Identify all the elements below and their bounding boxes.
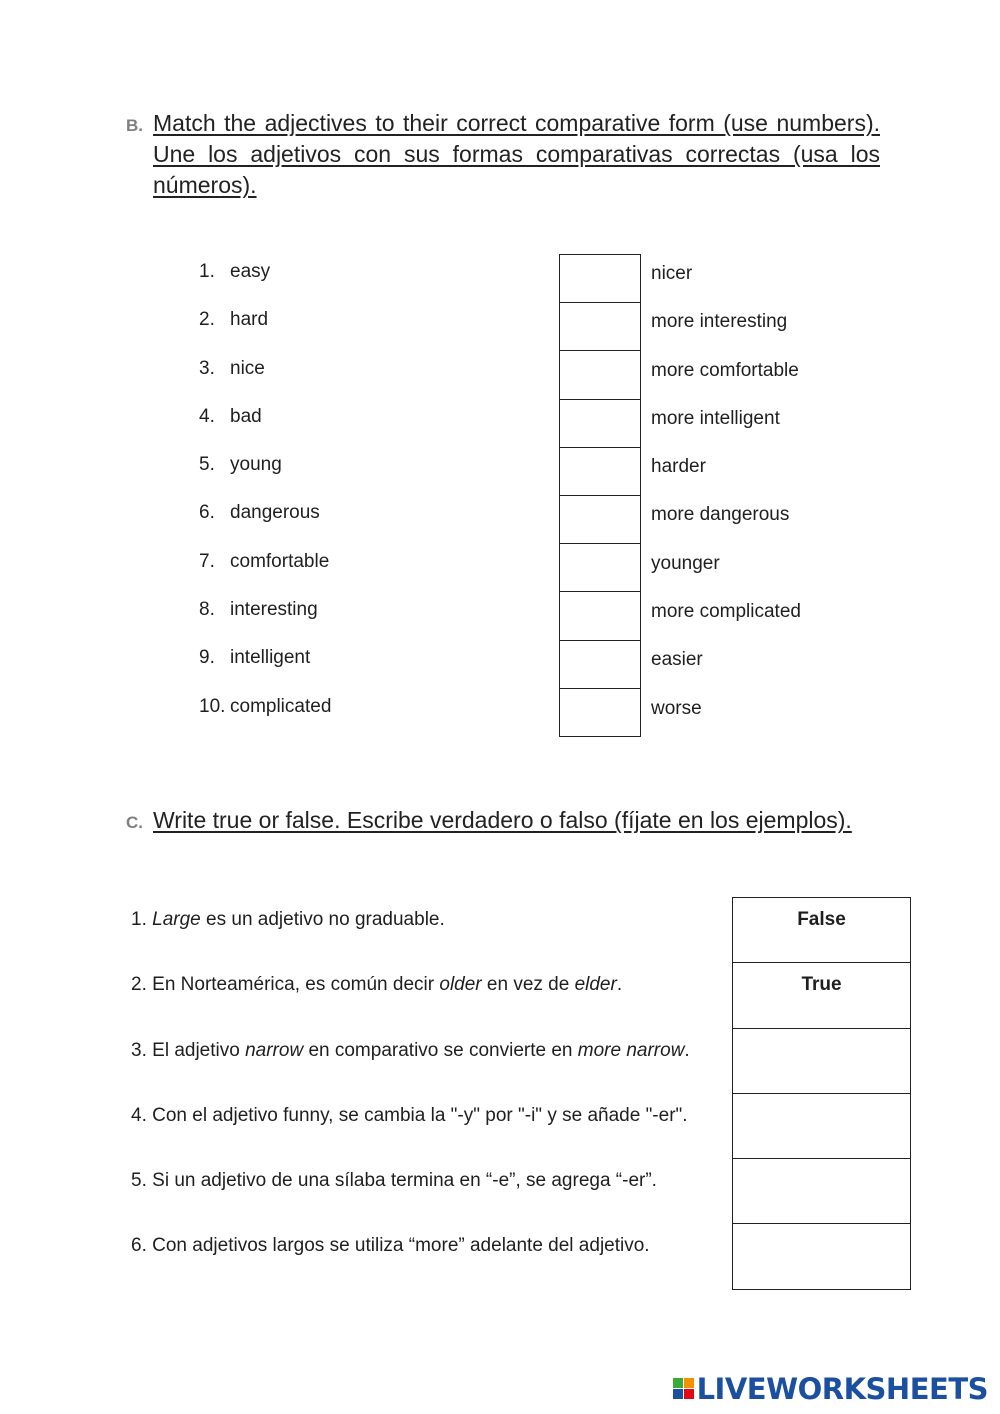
liveworksheets-logo <box>673 1372 988 1406</box>
adjective-number: 4. <box>199 405 215 427</box>
brand-text: LIVEWORKSHEETS <box>696 1372 988 1406</box>
adjective-item <box>199 256 331 304</box>
adjective-word: comfortable <box>230 550 330 572</box>
adjective-number: 7. <box>199 550 215 572</box>
statement-text: Si un adjetivo de una sílaba termina en “-e”, se agrega “-er”. <box>152 1170 657 1192</box>
statement-italic-text: narrow <box>245 1039 304 1061</box>
section-c-letter: C. <box>126 813 143 832</box>
statement-italic-text: more narrow <box>577 1039 685 1061</box>
match-answer-box[interactable] <box>559 399 641 447</box>
true-false-answer-box[interactable]: True <box>732 962 911 1027</box>
adjective-word: bad <box>230 405 262 427</box>
adjective-number: 1. <box>199 261 215 282</box>
true-false-answer-box[interactable] <box>732 1093 911 1158</box>
match-answer-box[interactable] <box>559 447 641 495</box>
statement-item <box>131 963 690 1028</box>
adjective-number: 10. <box>199 695 226 717</box>
statement-text: Con el adjetivo funny, se cambia la "-y" por "-i" y se añade "-er". <box>152 1104 688 1126</box>
comparative-item: more dangerous <box>651 504 790 526</box>
true-false-answer-box[interactable] <box>732 1158 911 1223</box>
adjective-number: 5. <box>199 454 215 476</box>
statement-item <box>131 1159 690 1224</box>
adjective-item <box>199 546 331 594</box>
adjective-word: dangerous <box>230 502 320 524</box>
true-false-answer-box[interactable] <box>732 1028 911 1093</box>
match-answer-box[interactable] <box>559 302 641 350</box>
adjective-item <box>199 691 331 739</box>
statement-text: . <box>616 974 623 996</box>
comparative-item: more interesting <box>651 311 788 333</box>
section-b-instruction: Match the adjectives to their correct comparative form (use numbers). Une los adjetivos con sus formas comparativas correctas (usa los números). <box>153 110 880 198</box>
statement-item <box>131 1224 690 1289</box>
adjective-item <box>199 497 331 545</box>
adjective-item <box>199 594 331 642</box>
comparative-list <box>651 258 801 741</box>
adjective-item <box>199 353 331 401</box>
section-c-instruction: Write true or false. Escribe verdadero o falso (fíjate en los ejemplos). <box>153 807 852 833</box>
comparative-item: younger <box>651 552 720 574</box>
adjective-item <box>199 642 331 690</box>
match-answer-box[interactable] <box>559 495 641 543</box>
match-answer-box[interactable] <box>559 350 641 398</box>
comparative-item: easier <box>651 649 703 671</box>
statement-number: 3. <box>131 1039 147 1061</box>
adjective-number: 3. <box>199 357 215 379</box>
comparative-item: worse <box>651 697 702 719</box>
adjective-word: young <box>230 454 282 476</box>
statement-text: es un adjetivo no graduable. <box>200 909 445 930</box>
logo-square <box>684 1378 694 1388</box>
statement-number: 5. <box>131 1170 147 1192</box>
statement-italic-text: older <box>439 974 482 996</box>
adjective-word: easy <box>230 261 271 282</box>
section-c <box>126 805 880 836</box>
adjective-item <box>199 401 331 449</box>
match-answer-box[interactable] <box>559 591 641 639</box>
adjective-word: complicated <box>230 695 332 717</box>
section-b-letter: B. <box>126 116 143 135</box>
statement-text: en vez de <box>481 974 575 996</box>
statement-italic-text: elder <box>574 974 617 996</box>
logo-square <box>684 1389 694 1399</box>
section-b <box>126 108 880 201</box>
statement-text: en comparativo se convierte en <box>303 1039 578 1061</box>
adjective-word: interesting <box>230 599 318 621</box>
adjective-number: 6. <box>199 502 215 524</box>
statement-number: 6. <box>131 1235 147 1257</box>
comparative-item: more intelligent <box>651 407 780 429</box>
comparative-item: more comfortable <box>651 359 799 381</box>
adjective-word: intelligent <box>230 647 311 669</box>
statement-item <box>131 898 690 963</box>
logo-square <box>673 1378 683 1388</box>
adjective-number: 8. <box>199 599 215 621</box>
statement-text: Con adjetivos largos se utiliza “more” adelante del adjetivo. <box>152 1235 650 1257</box>
adjective-word: hard <box>230 309 269 331</box>
statement-item <box>131 1029 690 1094</box>
match-answer-column <box>559 254 641 737</box>
statement-number: 1. <box>131 909 147 930</box>
true-false-answer-box[interactable] <box>732 1223 911 1289</box>
adjective-item <box>199 304 331 352</box>
statement-list <box>131 898 690 1290</box>
logo-square <box>673 1389 683 1399</box>
statement-text: En Norteamérica, es común decir <box>152 974 440 996</box>
statement-number: 4. <box>131 1104 147 1126</box>
match-answer-box[interactable] <box>559 640 641 688</box>
match-answer-box[interactable] <box>559 254 641 302</box>
comparative-item: more complicated <box>651 601 801 623</box>
comparative-item: harder <box>651 456 706 478</box>
adjective-item <box>199 449 331 497</box>
statement-text: El adjetivo <box>152 1039 246 1061</box>
statement-text: . <box>684 1039 690 1061</box>
adjective-word: nice <box>230 357 265 379</box>
adjective-number: 2. <box>199 309 215 331</box>
match-answer-box[interactable] <box>559 688 641 737</box>
true-false-answer-column <box>732 897 911 1290</box>
statement-item <box>131 1094 690 1159</box>
statement-number: 2. <box>131 974 147 996</box>
liveworksheets-icon <box>673 1378 695 1400</box>
match-answer-box[interactable] <box>559 543 641 591</box>
adjective-number: 9. <box>199 647 215 669</box>
adjective-list <box>199 256 331 739</box>
true-false-answer-box[interactable]: False <box>732 897 911 962</box>
statement-italic-text: Large <box>152 909 201 930</box>
comparative-item: nicer <box>651 263 693 284</box>
